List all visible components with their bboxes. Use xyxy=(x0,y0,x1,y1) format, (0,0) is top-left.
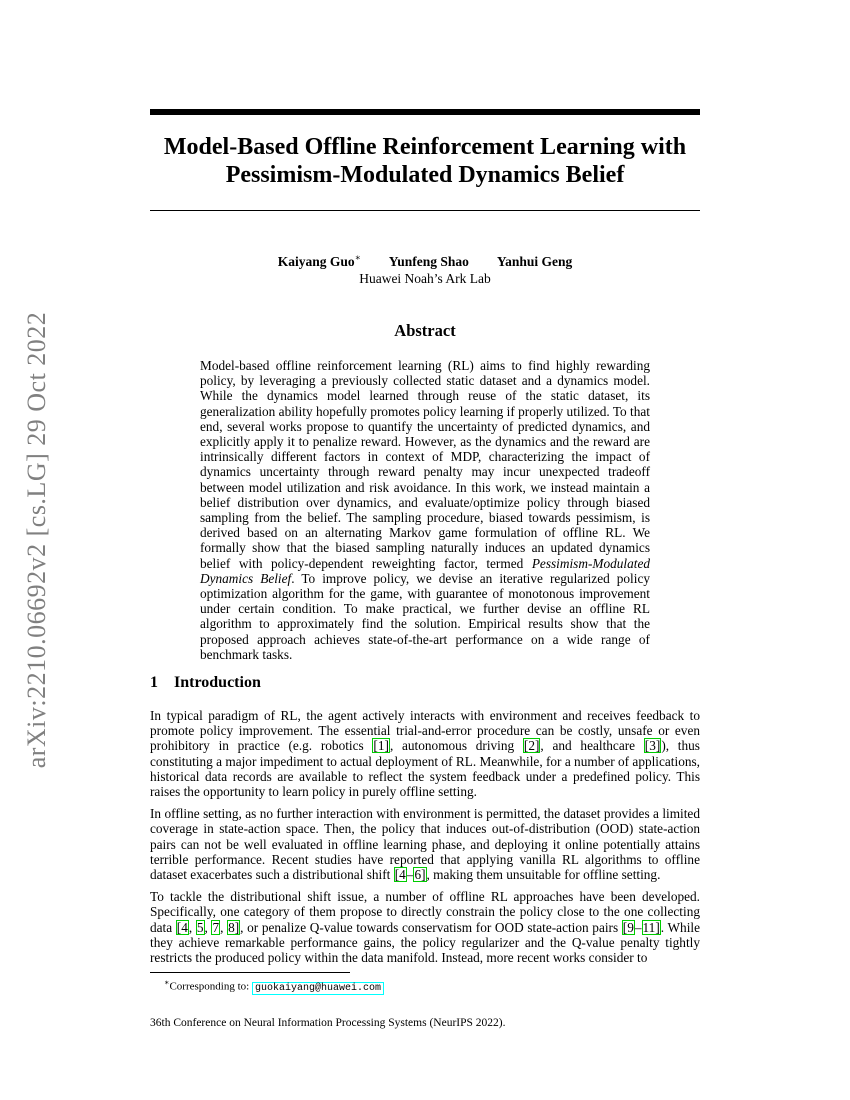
citation-link[interactable]: [2] xyxy=(523,738,540,754)
citation-link[interactable]: [9 xyxy=(622,919,634,935)
footnote-text: Corresponding to: xyxy=(169,980,252,993)
paper-title: Model-Based Offline Reinforcement Learning with Pessimism-Modulated Dynamics Belief xyxy=(163,134,687,188)
paragraph xyxy=(150,806,700,882)
citation-link[interactable]: [3] xyxy=(644,738,661,754)
text: To tackle the distributional shift issue, a number of offline RL approaches have been developed. Specifically, one category of them propose to directly constrain the policy close to the one collecting data xyxy=(150,889,700,935)
citation-link[interactable]: 5 xyxy=(196,919,204,935)
citation-link[interactable]: 11] xyxy=(642,919,660,935)
abstract-text xyxy=(200,358,650,662)
abstract-part: Model-based offline reinforcement learning (RL) aims to find highly rewarding policy, by leveraging a previously collected static dataset and a dynamics model. While the dynamics model learned through reuse of the static dataset, its generalization ability hopefully promotes policy learning if properly utilized. To that end, several works propose to quantify the uncertainty of predicted dynamics, and explicitly apply it to penalize reward. However, as the dynamics and the reward are intrinsically different factors in context of MDP, characterizing the impact of dynamics uncertainty through reward penalty may incur unexpected tradeoff between model utilization and risk avoidance. In this work, we instead maintain a belief distribution over dynamics, and evaluate/optimize policy through biased sampling from the belief. The sampling procedure, biased towards pessimism, is derived based on an alternating Markov game formulation of offline RL. We formally show that the biased sampling naturally induces an updated dynamics belief with policy-dependent reweighting factor, termed xyxy=(200,358,650,571)
text: In offline setting, as no further interaction with environment is permitted, the dataset provides a limited coverage in state-action space. Then, the policy that induces out-of-distribution (OOD) state-action pairs can not be well evaluated in offline learning phase, and deploying it online potentially attains terrible performance. Recent studies have reported that applying vanilla RL algorithms to offline dataset exacerbates such a distributional shift xyxy=(150,806,700,883)
paragraph xyxy=(150,708,700,799)
text: , autonomous driving xyxy=(389,738,523,754)
footnote-mark: ∗ xyxy=(164,978,170,987)
citation-link[interactable]: 6] xyxy=(414,867,426,883)
introduction-body xyxy=(150,708,700,972)
author-name: Yunfeng Shao xyxy=(388,253,469,269)
email-link[interactable]: guokaiyang@huawei.com xyxy=(252,982,384,995)
text: , or penalize Q-value towards conservatism for OOD state-action pairs xyxy=(240,919,622,935)
text: . While they achieve remarkable performance gains, the policy regularizer and the Q-value penalty tightly restricts the produced policy within the data manifold. Instead, more recent works consider to xyxy=(150,919,700,966)
section-title: Introduction xyxy=(174,674,261,691)
abstract-part: . To improve policy, we devise an iterative regularized policy optimization algorithm for the game, with guarantee of monotonous improvement under certain condition. To make practical, we further devise an offline RL algorithm to approximately find the solution. Empirical results show that the proposed approach achieves state-of-the-art performance on a wide range of benchmark tasks. xyxy=(200,570,651,662)
abstract-heading: Abstract xyxy=(394,321,456,340)
text: , and healthcare xyxy=(540,738,644,754)
author-1: Kaiyang Guo xyxy=(277,253,355,269)
author-affiliation: Huawei Noah’s Ark Lab xyxy=(359,270,491,286)
corresponding-mark: ∗ xyxy=(354,252,361,262)
citation-link[interactable]: 7 xyxy=(212,919,220,935)
footnote-rule xyxy=(150,972,350,973)
text: – xyxy=(634,919,642,935)
abstract-italic-term: Pessimism-Modulated Dynamics Belief xyxy=(200,555,650,586)
text: In typical paradigm of RL, the agent actively interacts with environment and receives feedback to promote policy improvement. The essential trial-and-error procedure can be costly, unsafe or even prohibitory in practice (e.g. robotics xyxy=(150,708,700,754)
citation-link[interactable]: [1] xyxy=(373,738,389,754)
paragraph: To tackle the distributional shift issue, a number of offline RL approaches have been developed. Specifically, one category of them propose to directly constrain the policy close to the one collecting data [4, 5, 7, 8], or penalize Q-value towards conservatism for OOD state-action pairs [9–11]. While they achieve remarkable performance gains, the policy regularizer and the Q-value penalty tightly restricts the produced policy within the data manifold. Instead, more recent works consider to xyxy=(150,889,700,966)
citation-link[interactable]: [4 xyxy=(176,919,188,935)
author-name: Yanhui Geng xyxy=(496,253,573,269)
arxiv-identifier-stamp: arXiv:2210.06692v2 [cs.LG] 29 Oct 2022 xyxy=(22,311,51,769)
footnote xyxy=(150,976,384,996)
author-name xyxy=(278,254,361,269)
section-heading xyxy=(150,674,261,692)
author-block xyxy=(150,249,700,287)
conference-footer: 36th Conference on Neural Information Processing Systems (NeurIPS 2022). xyxy=(150,1017,506,1029)
text: – xyxy=(406,867,414,883)
title-top-rule xyxy=(150,109,700,115)
text: ), thus constituting a major impediment to actual deployment of RL. Meanwhile, for a number of applications, historical data records are available to reflect the system feedback under a predefined policy. This raises the opportunity to learn policy in purely offline setting. xyxy=(150,738,700,800)
citation-link[interactable]: 8] xyxy=(228,919,240,935)
citation-link[interactable]: [4 xyxy=(394,867,406,883)
text: , making them unsuitable for offline setting. xyxy=(426,867,661,883)
author-names xyxy=(150,249,700,270)
title-bottom-rule xyxy=(150,210,700,211)
section-number: 1 xyxy=(150,674,158,691)
